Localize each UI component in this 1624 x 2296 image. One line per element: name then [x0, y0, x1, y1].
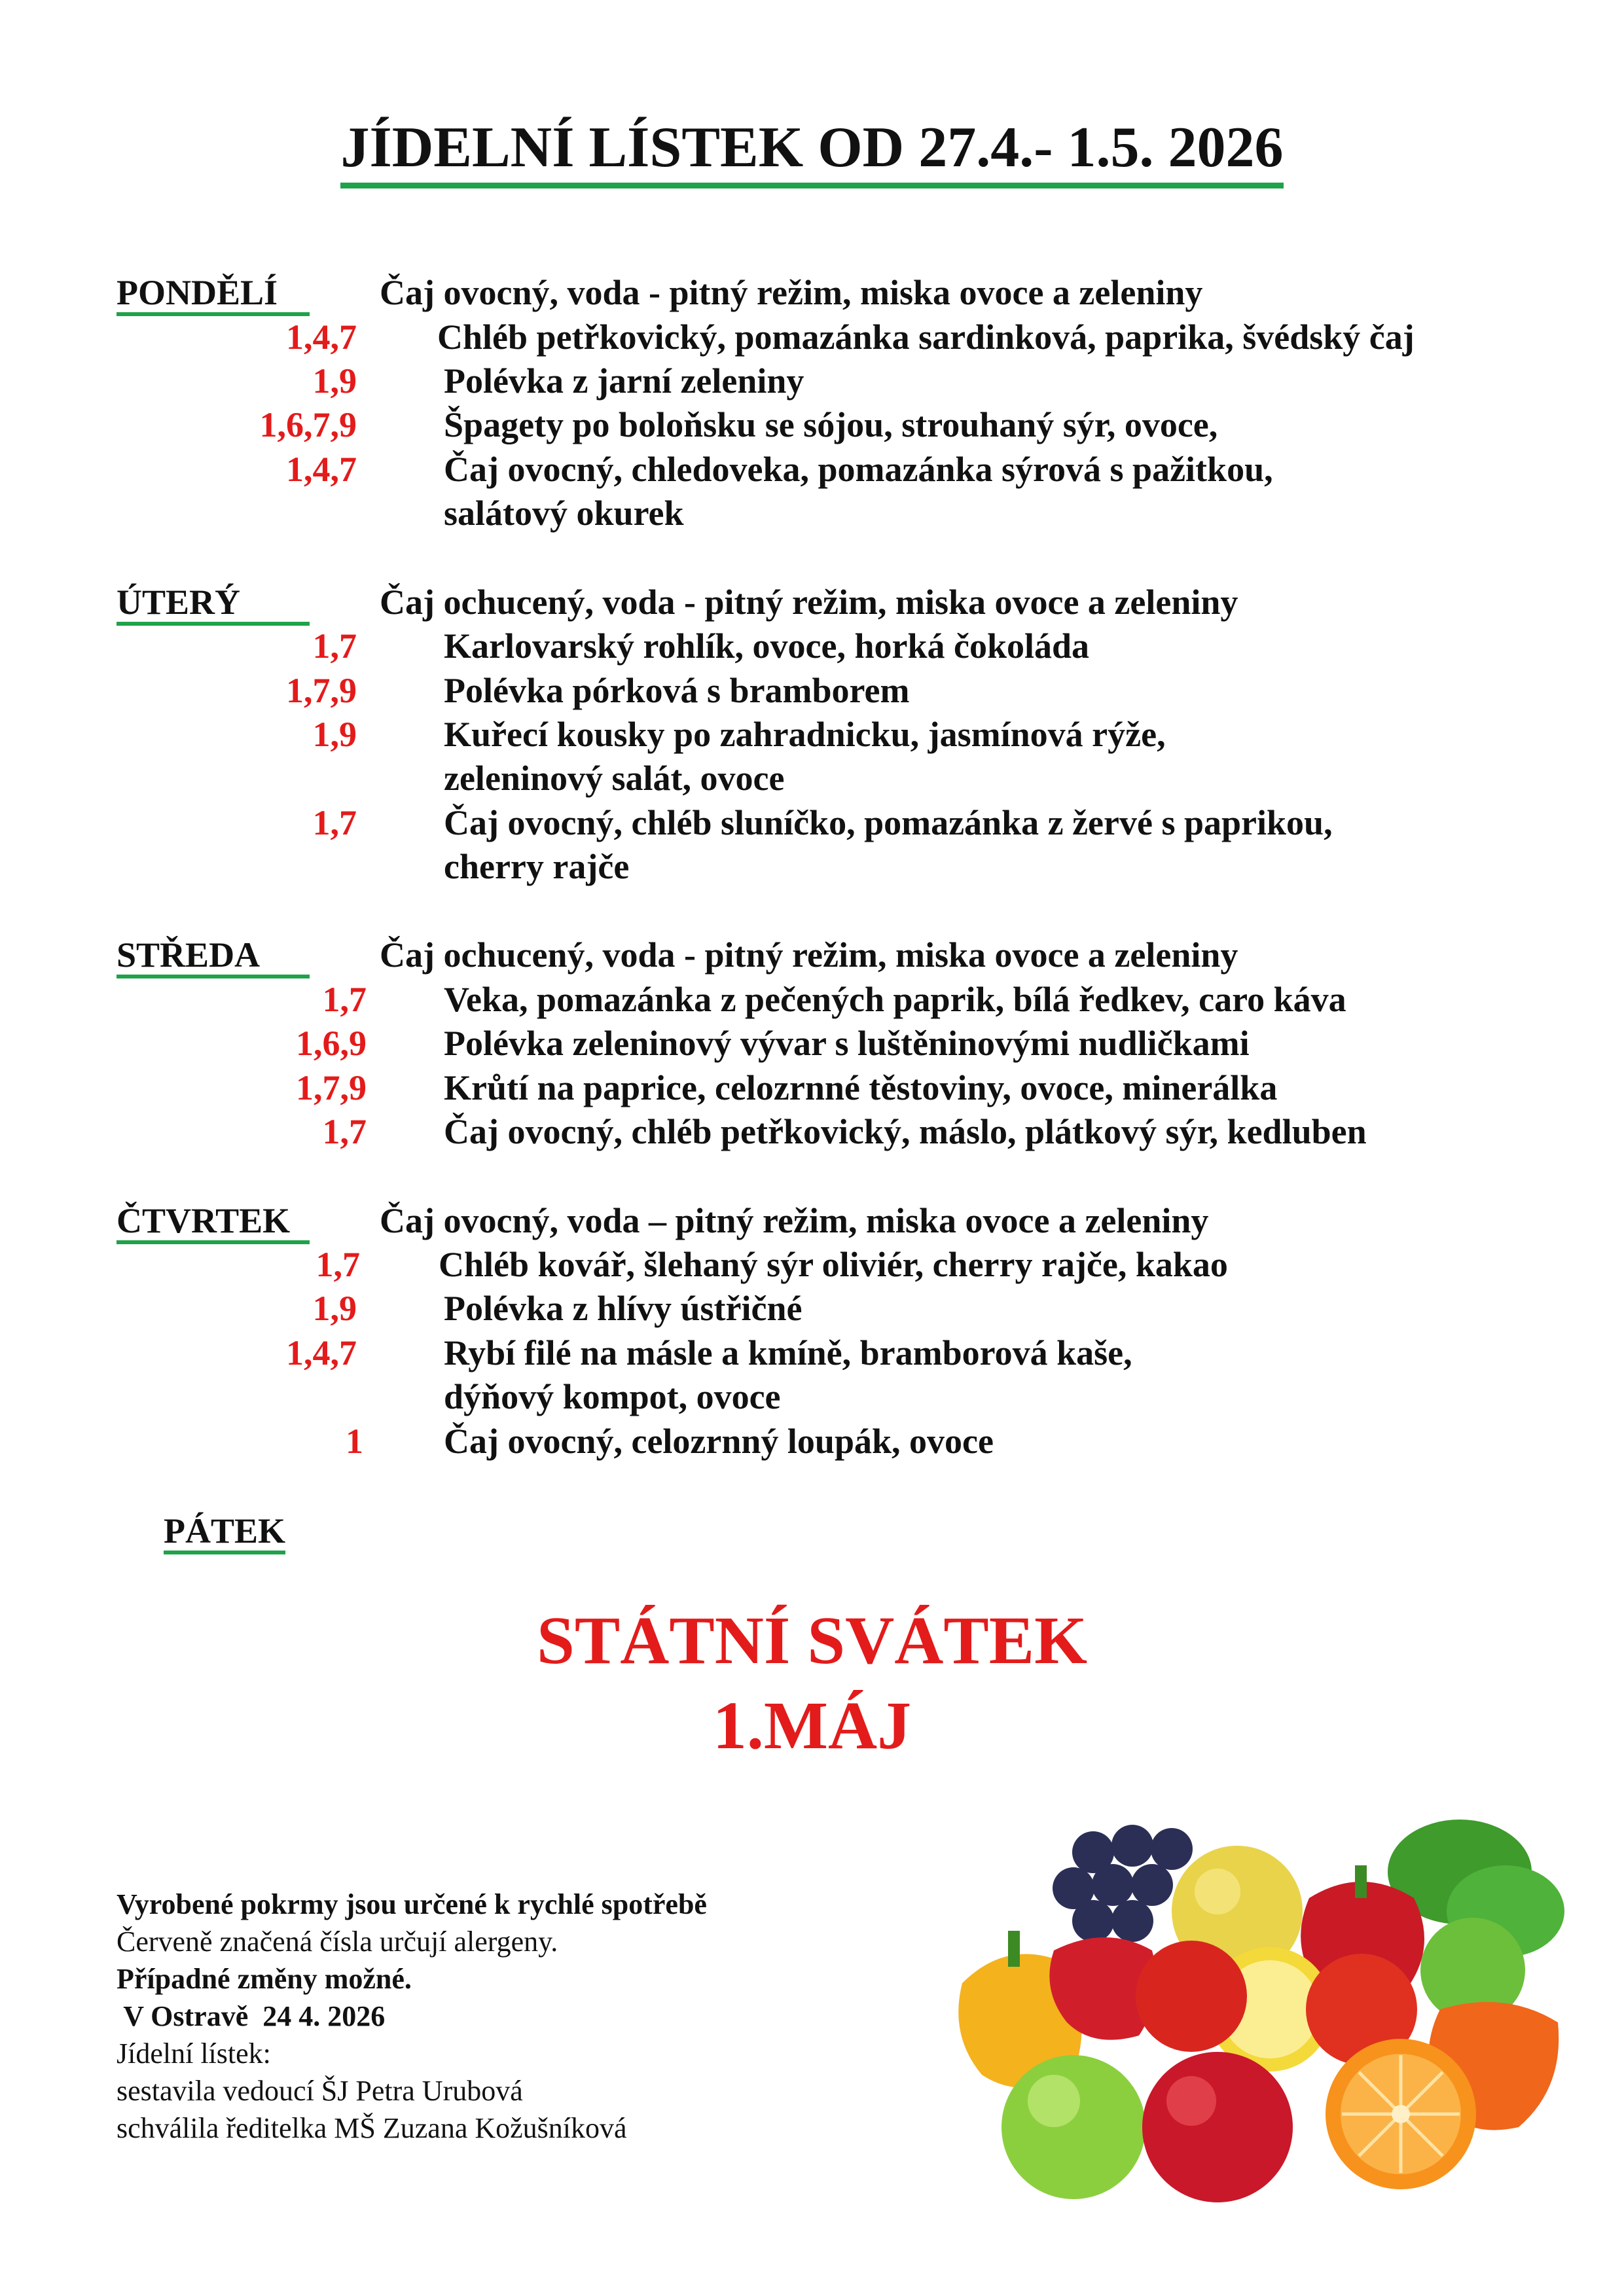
menu-item: Chléb petřkovický, pomazánka sardinková, paprika, švédský čaj [437, 317, 1415, 357]
fruit-and-vegetables-icon [943, 1800, 1571, 2206]
footer-note: Jídelní lístek: [117, 2037, 271, 2070]
page-title: JÍDELNÍ LÍSTEK OD 27.4.- 1.5. 2026 [0, 117, 1624, 188]
footer-signature: sestavila vedoucí ŠJ Petra Urubová [117, 2075, 523, 2107]
day-label-friday: PÁTEK [164, 1513, 285, 1554]
menu-item: Karlovarský rohlík, ovoce, horká čokoláda [444, 626, 1090, 666]
menu-item: Čaj ovocný, chléb petřkovický, máslo, plátkový sýr, kedluben [444, 1112, 1367, 1151]
menu-item-continuation: salátový okurek [444, 493, 684, 533]
allergen-code: 1,4,7 [286, 317, 357, 357]
menu-item: Špagety po boloňsku se sójou, strouhaný sýr, ovoce, [444, 405, 1218, 444]
day-intro-monday: Čaj ovocný, voda - pitný režim, miska ovoce a zeleniny [380, 273, 1203, 312]
menu-item-continuation: dýňový kompot, ovoce [444, 1377, 781, 1416]
menu-item: Čaj ovocný, celozrnný loupák, ovoce [444, 1422, 994, 1461]
day-intro-tuesday: Čaj ochucený, voda - pitný režim, miska ovoce a zeleniny [380, 583, 1238, 622]
menu-item: Krůtí na paprice, celozrnné těstoviny, ovoce, minerálka [444, 1068, 1278, 1107]
allergen-code: 1,7 [322, 1112, 367, 1151]
allergen-code: 1,9 [312, 1289, 357, 1328]
menu-item: Veka, pomazánka z pečených paprik, bílá ředkev, caro káva [444, 980, 1346, 1019]
allergen-code: 1,7 [316, 1245, 360, 1284]
menu-item: Kuřecí kousky po zahradnicku, jasmínová rýže, [444, 715, 1166, 754]
menu-item: Čaj ovocný, chléb sluníčko, pomazánka z žervé s paprikou, [444, 803, 1333, 842]
allergen-code: 1,7,9 [296, 1068, 367, 1107]
menu-item: Rybí filé na másle a kmíně, bramborová kaše, [444, 1333, 1132, 1372]
day-label-monday: PONDĚLÍ [117, 275, 310, 316]
allergen-code: 1,7,9 [286, 671, 357, 710]
footer-date: V Ostravě 24 4. 2026 [117, 2000, 386, 2032]
allergen-code: 1,9 [312, 715, 357, 754]
allergen-code: 1,4,7 [286, 1333, 357, 1372]
footer-signature: schválila ředitelka MŠ Zuzana Kožušníková [117, 2112, 627, 2144]
holiday-subtitle: 1.MÁJ [712, 1688, 912, 1763]
footer-note: Vyrobené pokrmy jsou určené k rychlé spotřebě [117, 1888, 707, 1920]
footer-note: Případné změny možné. [117, 1963, 412, 1995]
menu-item: Polévka z hlívy ústřičné [444, 1289, 803, 1328]
allergen-code: 1,7 [322, 980, 367, 1019]
menu-item: Chléb kovář, šlehaný sýr oliviér, cherry rajče, kakao [439, 1245, 1228, 1284]
day-label-tuesday: ÚTERÝ [117, 584, 310, 626]
day-label-thursday: ČTVRTEK [117, 1203, 310, 1244]
footer-note: Červeně značená čísla určují alergeny. [117, 1926, 558, 1958]
allergen-code: 1,6,7,9 [259, 405, 357, 444]
holiday-title: STÁTNÍ SVÁTEK [537, 1603, 1087, 1678]
allergen-code: 1,7 [312, 626, 357, 666]
allergen-code: 1,6,9 [296, 1024, 367, 1063]
menu-item-continuation: cherry rajče [444, 847, 630, 886]
allergen-code: 1,9 [312, 361, 357, 401]
menu-item: Polévka zeleninový vývar s luštěninovými nudličkami [444, 1024, 1250, 1063]
allergen-code: 1,7 [312, 803, 357, 842]
day-intro-thursday: Čaj ovocný, voda – pitný režim, miska ovoce a zeleniny [380, 1201, 1209, 1240]
menu-item: Čaj ovocný, chledoveka, pomazánka sýrová s pažitkou, [444, 450, 1273, 489]
menu-item: Polévka z jarní zeleniny [444, 361, 804, 401]
day-intro-wednesday: Čaj ochucený, voda - pitný režim, miska ovoce a zeleniny [380, 935, 1238, 975]
day-label-wednesday: STŘEDA [117, 937, 310, 978]
menu-item: Polévka pórková s bramborem [444, 671, 910, 710]
menu-item-continuation: zeleninový salát, ovoce [444, 759, 785, 798]
allergen-code: 1,4,7 [286, 450, 357, 489]
allergen-code: 1 [346, 1422, 363, 1461]
